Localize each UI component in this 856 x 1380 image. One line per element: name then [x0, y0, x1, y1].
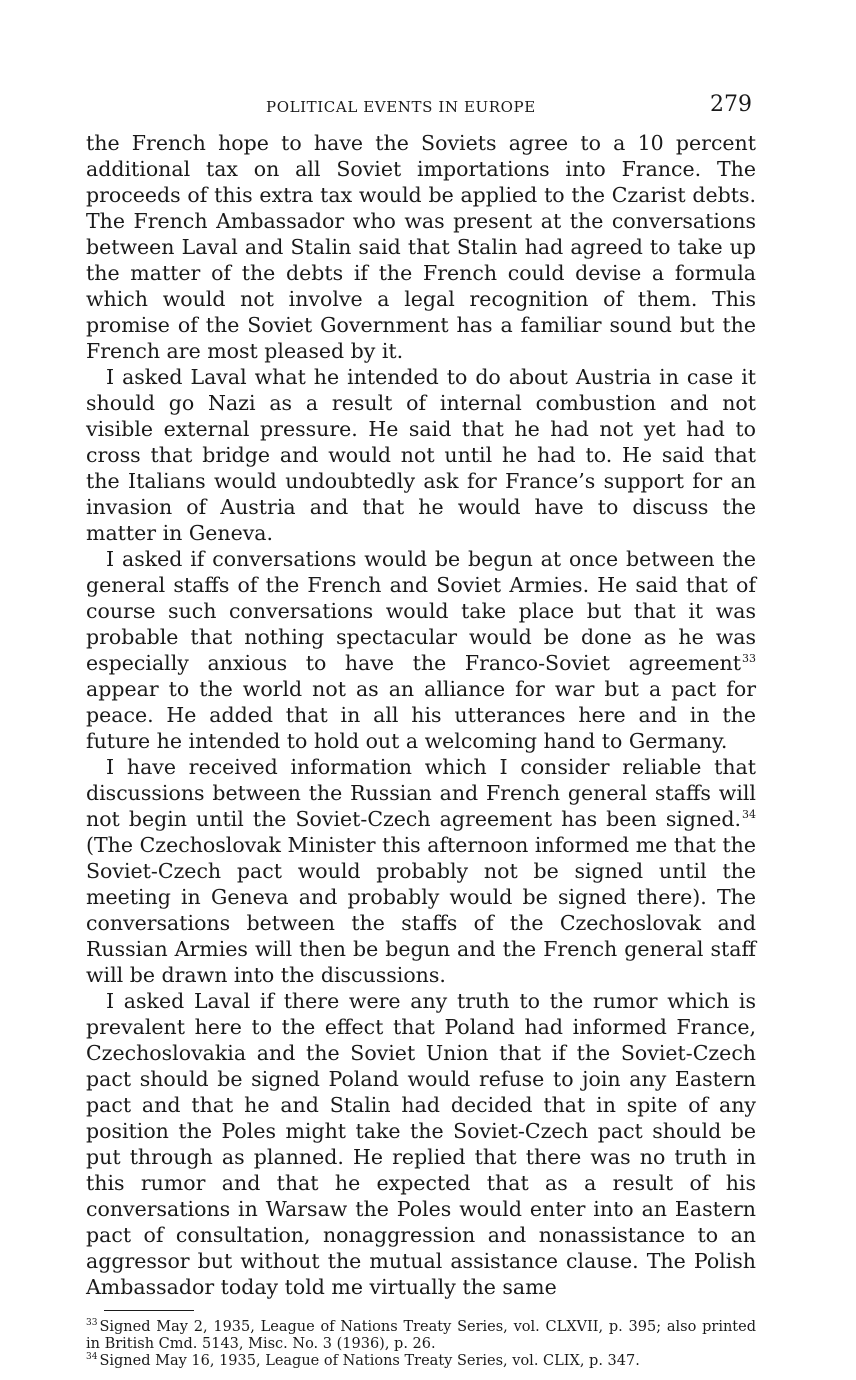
running-header: [86, 92, 756, 126]
paragraph-discussions: [86, 754, 756, 988]
paragraph-text: (The Czechoslovak Minister this afternoon informed me that the Soviet-Czech pact would probably not be signed until the meeting in Geneva and probably would be signed there). The conversations between the staffs of the Czechoslovak and Russian Armies will then be begun and the French general staff will be drawn into the discussions.: [86, 833, 756, 987]
paragraph-general-staffs: [86, 546, 756, 754]
footnotes: [86, 1319, 756, 1370]
footnote-mark: 34: [86, 1352, 98, 1363]
page-number: 279: [710, 92, 752, 117]
paragraph-austria: I asked Laval what he intended to do about Austria in case it should go Nazi as a result of internal combustion and not visible external pressure. He said that he had not yet had to cross that bridge and would not until he had to. He said that the Italians would undoubtedly ask for France’s support for an invasion of Austria and that he would have to discuss the matter in Geneva.: [86, 365, 756, 545]
document-page: [86, 92, 756, 1370]
paragraph-continuation: the French hope to have the Soviets agree to a 10 percent additional tax on all Soviet importations into France. The proceeds of this extra tax would be applied to the Czarist debts. The French Ambassador who was present at the conversations between Laval and Stalin said that Stalin had agreed to take up the matter of the debts if the French could devise a formula which would not involve a legal recognition of them. This promise of the Soviet Government has a familiar sound but the French are most pleased by it.: [86, 131, 756, 363]
paragraph-text: I asked if conversations would be begun at once between the general staffs of the French and Soviet Armies. He said that of course such conversations would take place but that it was probable that nothing spectacular would be done as he was especially anxious to have the Franco-Soviet agreement: [86, 547, 756, 675]
footnote-divider: [104, 1310, 194, 1311]
paragraph-text: I have received information which I consider reliable that discussions between the Russian and French general staffs will not begin until the Soviet-Czech agreement has been signed.: [86, 755, 756, 831]
footnote-ref-34: 34: [742, 808, 756, 822]
footnote-ref-33: 33: [742, 652, 756, 666]
paragraph-poland-rumor: I asked Laval if there were any truth to the rumor which is prevalent here to the effect that Poland had informed France, Czechoslovakia and the Soviet Union that if the Soviet-Czech pact should be signed Poland would refuse to join any Eastern pact and that he and Stalin had decided that in spite of any position the Poles might take the Soviet-Czech pact should be put through as planned. He replied that there was no truth in this rumor and that he expected that as a result of his conversations in Warsaw the Poles would enter into an Eastern pact of consultation, nonaggression and nonassistance to an aggressor but without the mutual assistance clause. The Polish Ambassador today told me virtually the same: [86, 989, 756, 1299]
paragraph-text: appear to the world not as an alliance for war but a pact for peace. He added that in all his utterances here and in the future he intended to hold out a welcoming hand to Germany.: [86, 677, 756, 753]
footnote-text: Signed May 2, 1935, League of Nations Treaty Series, vol. CLXVII, p. 395; also printed in British Cmd. 5143, Misc. No. 3 (1936), p. 26.: [86, 1319, 756, 1352]
footnote-text: Signed May 16, 1935, League of Nations Treaty Series, vol. CLIX, p. 347.: [99, 1353, 640, 1369]
footnote-mark: 33: [86, 1318, 98, 1329]
footnote-34: [86, 1353, 756, 1370]
footnote-33: [86, 1319, 756, 1353]
body-text: [86, 130, 756, 1300]
running-title: POLITICAL EVENTS IN EUROPE: [266, 98, 536, 116]
